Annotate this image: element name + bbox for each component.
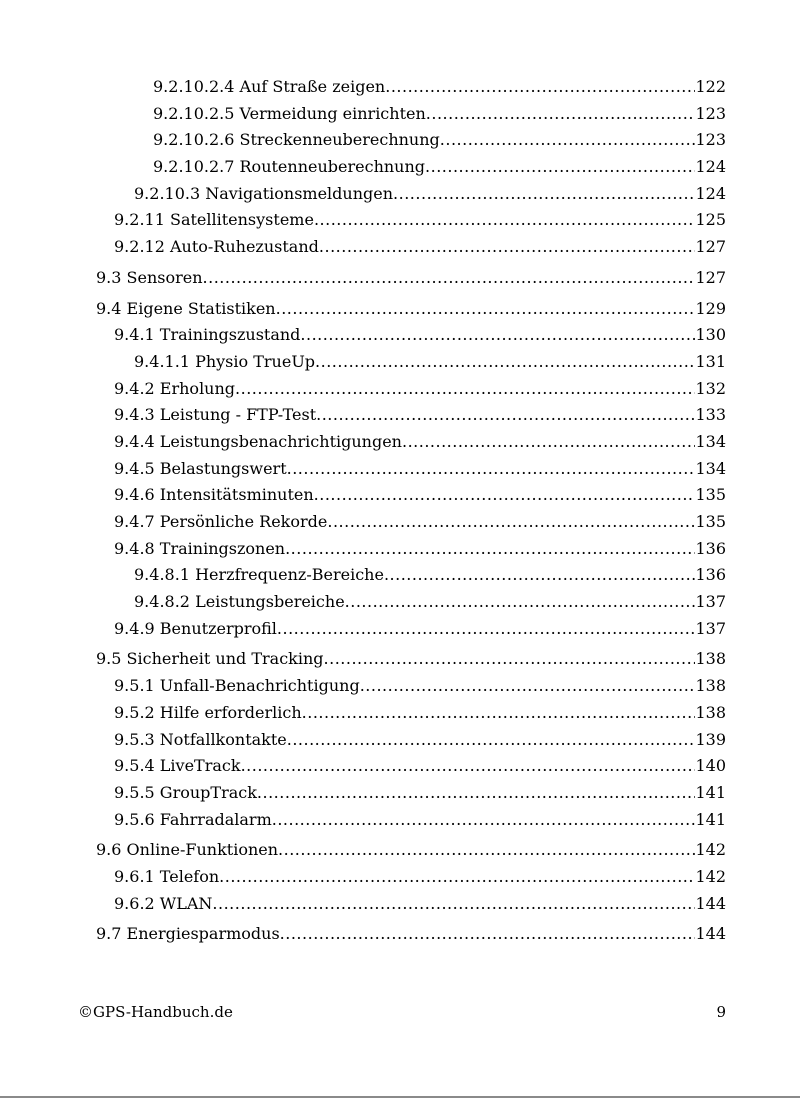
toc-dot-leader: [314, 482, 696, 509]
toc-entry-title: 9.4.2 Erholung: [114, 378, 236, 398]
toc-dot-leader: [285, 536, 695, 563]
toc-entry-page-number: 140: [695, 756, 726, 776]
toc-entry[interactable]: [96, 402, 726, 429]
toc-entry-page-number: 136: [695, 565, 726, 585]
toc-entry-title: 9.2.10.2.4 Auf Straße zeigen: [153, 77, 386, 96]
toc-dot-leader: [324, 646, 696, 673]
toc-entry[interactable]: [96, 322, 726, 349]
toc-dot-leader: [235, 376, 695, 403]
toc-dot-leader: [319, 234, 696, 261]
toc-entry[interactable]: [96, 700, 726, 727]
toc-entry[interactable]: [96, 780, 726, 807]
toc-dot-leader: [360, 673, 696, 700]
toc-entry-page-number: 122: [695, 77, 726, 96]
toc-entry-page-number: 132: [695, 378, 726, 398]
toc-entry-title: 9.4.6 Intensitätsminuten: [114, 485, 314, 505]
toc-entry-title: 9.5.5 GroupTrack: [114, 782, 257, 802]
toc-dot-leader: [385, 74, 695, 101]
toc-entry-title: 9.6.1 Telefon: [114, 866, 220, 886]
toc-entry-page-number: 141: [695, 782, 726, 802]
toc-entry-page-number: 123: [695, 103, 726, 123]
toc-entry-title: 9.5.4 LiveTrack: [114, 756, 241, 776]
toc-entry[interactable]: [96, 154, 726, 181]
toc-dot-leader: [393, 181, 695, 208]
toc-entry-title: 9.5.3 Notfallkontakte: [114, 729, 287, 749]
toc-dot-leader: [212, 891, 695, 918]
toc-entry[interactable]: [96, 181, 726, 208]
toc-entry-title: 9.4.8.1 Herzfrequenz-Bereiche: [134, 565, 384, 585]
toc-entry-page-number: 129: [695, 298, 726, 318]
toc-entry-title: 9.4.3 Leistung - FTP-Test: [114, 405, 317, 425]
toc-entry[interactable]: [96, 673, 726, 700]
toc-entry[interactable]: [96, 456, 726, 483]
toc-entry-page-number: 138: [695, 702, 726, 722]
toc-entry[interactable]: [96, 727, 726, 754]
toc-entry[interactable]: [96, 837, 726, 864]
toc-entry-title: 9.2.10.2.5 Vermeidung einrichten: [153, 103, 426, 123]
toc-entry[interactable]: [96, 296, 726, 323]
toc-dot-leader: [402, 429, 695, 456]
toc-entry-title: 9.4 Eigene Statistiken: [96, 298, 276, 318]
toc-entry-page-number: 141: [695, 809, 726, 829]
table-of-contents: [96, 74, 726, 948]
toc-dot-leader: [287, 456, 696, 483]
toc-entry[interactable]: [96, 74, 726, 101]
toc-entry-page-number: 127: [695, 267, 726, 287]
page-footer: [78, 1003, 726, 1021]
toc-entry-title: 9.4.8.2 Leistungsbereiche: [134, 592, 345, 612]
toc-dot-leader: [345, 589, 696, 616]
toc-entry[interactable]: [96, 101, 726, 128]
toc-dot-leader: [440, 127, 696, 154]
toc-entry[interactable]: [96, 127, 726, 154]
toc-entry-title: 9.7 Energiesparmodus: [96, 924, 280, 944]
toc-dot-leader: [257, 780, 696, 807]
toc-entry-title: 9.2.11 Satellitensysteme: [114, 210, 314, 230]
toc-entry-title: 9.5.1 Unfall-Benachrichtigung: [114, 676, 360, 696]
toc-entry[interactable]: [96, 536, 726, 563]
toc-dot-leader: [219, 864, 695, 891]
toc-dot-leader: [278, 837, 695, 864]
toc-dot-leader: [315, 349, 695, 376]
toc-dot-leader: [425, 154, 695, 181]
toc-entry[interactable]: [96, 482, 726, 509]
toc-dot-leader: [276, 296, 696, 323]
toc-entry-page-number: 135: [695, 485, 726, 505]
toc-entry[interactable]: [96, 864, 726, 891]
toc-entry-page-number: 127: [695, 237, 726, 257]
toc-entry-page-number: 137: [695, 592, 726, 612]
toc-entry-page-number: 144: [695, 893, 726, 913]
toc-entry[interactable]: [96, 349, 726, 376]
toc-entry-title: 9.4.1 Trainingszustand: [114, 325, 301, 345]
toc-entry-page-number: 125: [695, 210, 726, 230]
toc-entry-title: 9.4.9 Benutzerprofil: [114, 618, 277, 638]
toc-entry-page-number: 130: [695, 325, 726, 345]
toc-entry-title: 9.2.10.3 Navigationsmeldungen: [134, 183, 394, 203]
toc-entry-page-number: 144: [695, 924, 726, 944]
toc-entry[interactable]: [96, 807, 726, 834]
toc-entry[interactable]: [96, 429, 726, 456]
toc-dot-leader: [314, 207, 696, 234]
toc-entry-title: 9.3 Sensoren: [96, 267, 203, 287]
toc-entry-page-number: 138: [695, 676, 726, 696]
toc-entry-title: 9.4.8 Trainingszonen: [114, 538, 286, 558]
toc-entry-page-number: 138: [695, 649, 726, 669]
toc-dot-leader: [272, 807, 696, 834]
toc-dot-leader: [277, 616, 696, 643]
toc-entry-title: 9.2.10.2.7 Routenneuberechnung: [153, 157, 426, 177]
toc-entry[interactable]: [96, 376, 726, 403]
toc-entry-page-number: 139: [695, 729, 726, 749]
toc-entry-title: 9.6.2 WLAN: [114, 893, 213, 913]
toc-entry-title: 9.5.2 Hilfe erforderlich: [114, 702, 302, 722]
toc-entry-title: 9.6 Online-Funktionen: [96, 840, 279, 860]
toc-dot-leader: [426, 101, 696, 128]
toc-entry-title: 9.4.7 Persönliche Rekorde: [114, 512, 328, 531]
toc-dot-leader: [300, 322, 695, 349]
footer-page-number: 9: [716, 1003, 726, 1021]
toc-entry[interactable]: [96, 562, 726, 589]
toc-entry-page-number: 136: [695, 538, 726, 558]
toc-entry-page-number: 131: [695, 351, 726, 371]
toc-entry-title: 9.5.6 Fahrradalarm: [114, 809, 272, 829]
toc-entry-page-number: 142: [695, 866, 726, 886]
toc-dot-leader: [327, 509, 695, 536]
toc-dot-leader: [316, 402, 695, 429]
toc-entry[interactable]: [96, 891, 726, 918]
toc-entry-title: 9.2.10.2.6 Streckenneuberechnung: [153, 130, 440, 150]
toc-entry[interactable]: [96, 616, 726, 643]
toc-entry-page-number: 135: [695, 512, 726, 531]
toc-entry-title: 9.5 Sicherheit und Tracking: [96, 649, 324, 669]
toc-entry-page-number: 134: [695, 431, 726, 451]
toc-entry-title: 9.4.1.1 Physio TrueUp: [134, 351, 316, 371]
toc-dot-leader: [241, 753, 696, 780]
toc-entry-title: 9.4.4 Leistungsbenachrichtigungen: [114, 431, 402, 451]
toc-entry[interactable]: [96, 509, 726, 536]
footer-copyright: ©GPS-Handbuch.de: [78, 1003, 233, 1021]
toc-entry-page-number: 142: [695, 840, 726, 860]
toc-entry-page-number: 124: [695, 183, 726, 203]
toc-entry-page-number: 123: [695, 130, 726, 150]
toc-entry-title: 9.4.5 Belastungswert: [114, 458, 287, 478]
toc-entry[interactable]: [96, 207, 726, 234]
toc-entry[interactable]: [96, 589, 726, 616]
toc-dot-leader: [280, 921, 696, 948]
toc-entry-page-number: 124: [695, 157, 726, 177]
page-bottom-edge: [0, 1096, 800, 1098]
toc-entry[interactable]: [96, 234, 726, 261]
toc-entry-page-number: 137: [695, 618, 726, 638]
toc-dot-leader: [302, 700, 696, 727]
toc-dot-leader: [287, 727, 696, 754]
toc-entry[interactable]: [96, 646, 726, 673]
toc-entry-page-number: 133: [695, 405, 726, 425]
toc-entry-title: 9.2.12 Auto-Ruhezustand: [114, 237, 319, 257]
toc-dot-leader: [384, 562, 696, 589]
toc-entry-page-number: 134: [695, 458, 726, 478]
toc-dot-leader: [203, 265, 696, 292]
toc-entry[interactable]: [96, 753, 726, 780]
toc-entry[interactable]: [96, 265, 726, 292]
toc-entry[interactable]: [96, 921, 726, 948]
